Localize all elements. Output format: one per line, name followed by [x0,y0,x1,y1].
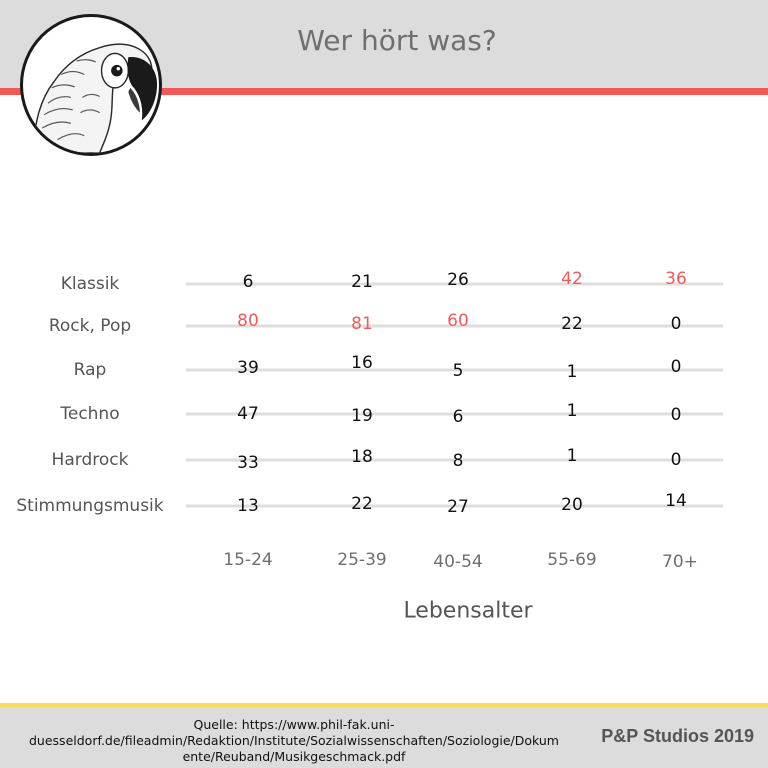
table-cell-value: 18 [351,447,373,467]
table-cell-value: 1 [566,401,578,421]
table-cell-value: 26 [447,270,469,290]
table-cell-value: 13 [237,496,259,516]
column-label: 15-24 [223,550,273,570]
source-line: duesseldorf.de/fileadmin/Redaktion/Institute/Sozialwissenschaften/Soziologie/Dokum [29,733,559,748]
table-cell-value: 5 [452,361,464,381]
table-cell-value: 6 [452,407,464,427]
table-cell-value: 33 [237,453,259,473]
column-label: 25-39 [337,550,387,570]
table-cell-value: 42 [561,269,583,289]
page-title: Wer hört was? [297,24,497,57]
brand-label: P&P Studios 2019 [601,726,754,746]
table-cell-value: 19 [351,406,373,426]
column-label: 70+ [662,552,698,572]
table-cell-value: 14 [665,491,687,511]
table-cell-value: 27 [447,497,469,517]
column-label: 40-54 [433,552,483,572]
table-cell-value: 0 [670,405,682,425]
column-label: 55-69 [547,550,597,570]
table-cell-value: 16 [351,353,373,373]
table-cell-value: 0 [670,314,682,334]
table-cell-value: 0 [670,450,682,470]
parrot-logo [20,14,162,156]
table-cell-value: 1 [566,362,578,382]
source-line: Quelle: https://www.phil-fak.uni- [193,717,395,732]
table-cell-value: 0 [670,357,682,377]
table-cell-value: 8 [452,451,464,471]
table-cell-value: 20 [561,495,583,515]
table-cell-value: 80 [237,311,259,331]
row-label: Stimmungsmusik [16,496,164,516]
row-label: Rap [73,360,107,380]
source-line: ente/Reuband/Musikgeschmack.pdf [182,749,406,764]
row-label: Klassik [60,274,120,294]
table-cell-value: 36 [665,269,687,289]
table-cell-value: 47 [237,404,259,424]
x-axis-label: Lebensalter [403,598,533,624]
parrot-icon [23,17,159,153]
table-cell-value: 39 [237,358,259,378]
table-cell-value: 22 [561,314,583,334]
table-cell-value: 1 [566,446,578,466]
row-label: Hardrock [51,450,129,470]
row-label: Techno [60,404,120,424]
table-cell-value: 60 [447,311,469,331]
table-cell-value: 6 [242,272,254,292]
table-cell-value: 22 [351,494,373,514]
row-label: Rock, Pop [48,316,132,336]
table-cell-value: 21 [351,272,373,292]
table-cell-value: 81 [351,314,373,334]
